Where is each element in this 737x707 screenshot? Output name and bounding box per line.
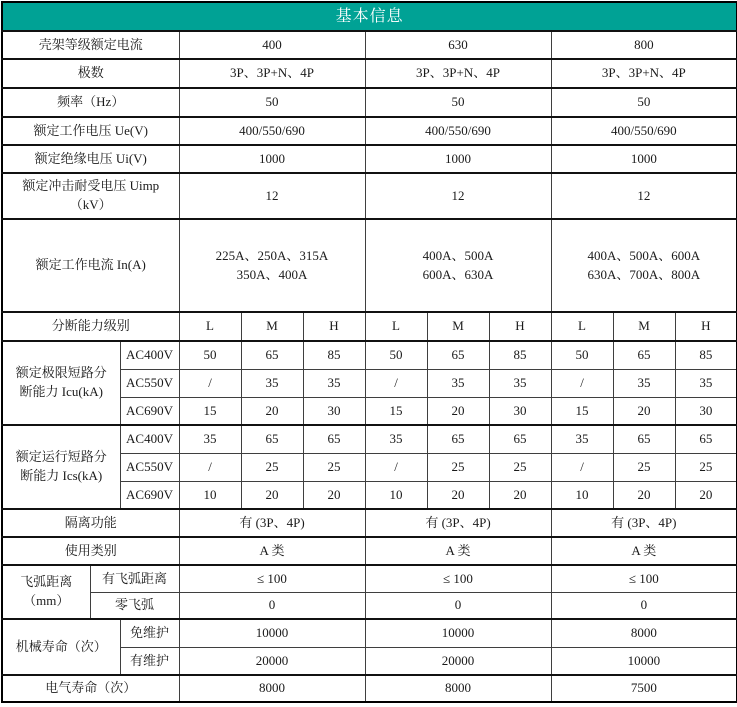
row-sublabel: 有飞弧距离	[90, 565, 179, 592]
cell-value: 35	[365, 425, 427, 453]
row-mechanical-life-free	[2, 619, 737, 647]
cell-value: 85	[303, 341, 365, 369]
cell-value: 8000	[365, 675, 551, 702]
cell-value: 20	[427, 481, 489, 509]
cell-value: L	[365, 312, 427, 341]
row-label-arc-distance	[2, 565, 90, 619]
row-label-mechanical-life: 机械寿命（次）	[2, 619, 120, 675]
cell-value: 7500	[551, 675, 737, 702]
cell-value: /	[179, 453, 241, 481]
cell-value: 20	[427, 397, 489, 425]
cell-value	[179, 219, 365, 312]
row-arc-distance-with	[2, 565, 737, 592]
row-label: 使用类别	[2, 537, 179, 565]
cell-value: ≤ 100	[365, 565, 551, 592]
row-label: 极数	[2, 59, 179, 88]
row-sublabel: 有维护	[120, 647, 179, 675]
cell-value	[551, 219, 737, 312]
row-electrical-life	[2, 675, 737, 702]
cell-value: 8000	[551, 619, 737, 647]
row-label: 电气寿命（次）	[2, 675, 179, 702]
row-insulation-voltage-ui	[2, 145, 737, 173]
cell-value: A 类	[179, 537, 365, 565]
row-sublabel: AC400V	[120, 341, 179, 369]
cell-value: 8000	[179, 675, 365, 702]
cell-value: 50	[179, 341, 241, 369]
cell-value: 10	[551, 481, 613, 509]
cell-value: 15	[179, 397, 241, 425]
cell-value: 1000	[551, 145, 737, 173]
row-sublabel: 零飞弧	[90, 592, 179, 619]
cell-value: 1000	[365, 145, 551, 173]
cell-value: 20	[613, 481, 675, 509]
row-ics-ac400v	[2, 425, 737, 453]
cell-value: 10000	[365, 619, 551, 647]
cell-value-line2: 600A、630A	[422, 266, 494, 282]
row-label-line2: 断能力 Ics(kA)	[20, 468, 103, 484]
cell-value: 0	[551, 592, 737, 619]
row-label-line1: 额定冲击耐受电压 Uimp	[22, 178, 160, 194]
cell-value-line1: 400A、500A、600A	[587, 247, 701, 263]
row-isolation	[2, 509, 737, 537]
row-frame-current	[2, 31, 737, 59]
cell-value: 50	[551, 341, 613, 369]
row-label: 隔离功能	[2, 509, 179, 537]
cell-value: 20	[303, 481, 365, 509]
cell-value: M	[613, 312, 675, 341]
row-sublabel: AC550V	[120, 453, 179, 481]
cell-value-line2: 630A、700A、800A	[587, 266, 701, 282]
cell-value: 20	[675, 481, 737, 509]
cell-value: 85	[675, 341, 737, 369]
row-sublabel: 免维护	[120, 619, 179, 647]
cell-value: 65	[489, 425, 551, 453]
cell-value: 35	[241, 369, 303, 397]
cell-value: 有 (3P、4P)	[179, 509, 365, 537]
cell-value: L	[551, 312, 613, 341]
cell-value: 35	[675, 369, 737, 397]
cell-value: 35	[303, 369, 365, 397]
cell-value: 30	[489, 397, 551, 425]
row-label-line2: （kV）	[69, 197, 112, 213]
cell-value: 65	[241, 425, 303, 453]
cell-value: 25	[427, 453, 489, 481]
cell-value: 630	[365, 31, 551, 59]
row-sublabel: AC690V	[120, 481, 179, 509]
cell-value: 35	[613, 369, 675, 397]
cell-value-line2: 350A、400A	[236, 266, 308, 282]
cell-value: 65	[613, 341, 675, 369]
row-arc-distance-zero	[2, 592, 737, 619]
row-label-icu	[2, 341, 120, 425]
cell-value: 400/550/690	[365, 117, 551, 145]
cell-value: 65	[303, 425, 365, 453]
cell-value: 25	[675, 453, 737, 481]
cell-value: L	[179, 312, 241, 341]
cell-value: 12	[365, 173, 551, 219]
cell-value: /	[365, 369, 427, 397]
table-title-row	[2, 2, 737, 31]
basic-info-table	[1, 1, 737, 703]
cell-value: 0	[179, 592, 365, 619]
cell-value: /	[365, 453, 427, 481]
row-breaking-class	[2, 312, 737, 341]
cell-value: 65	[427, 341, 489, 369]
cell-value: ≤ 100	[551, 565, 737, 592]
cell-value: 1000	[179, 145, 365, 173]
cell-value: 15	[365, 397, 427, 425]
row-label: 额定工作电压 Ue(V)	[2, 117, 179, 145]
cell-value: 3P、3P+N、4P	[551, 59, 737, 88]
row-usage-category	[2, 537, 737, 565]
cell-value: 35	[427, 369, 489, 397]
row-label-line1: 额定极限短路分	[15, 365, 107, 381]
cell-value-line1: 400A、500A	[422, 247, 494, 263]
cell-value: 10	[365, 481, 427, 509]
row-label-line2: 断能力 Icu(kA)	[19, 384, 103, 400]
cell-value: 20	[489, 481, 551, 509]
row-poles	[2, 59, 737, 88]
row-sublabel: AC550V	[120, 369, 179, 397]
cell-value: /	[179, 369, 241, 397]
cell-value: 400/550/690	[551, 117, 737, 145]
row-label-ics	[2, 425, 120, 509]
cell-value: 20000	[365, 647, 551, 675]
row-label-line1: 飞弧距离	[20, 574, 73, 590]
cell-value: M	[427, 312, 489, 341]
cell-value: A 类	[551, 537, 737, 565]
cell-value: 10000	[179, 619, 365, 647]
cell-value: 65	[675, 425, 737, 453]
cell-value: H	[675, 312, 737, 341]
cell-value: 65	[427, 425, 489, 453]
cell-value: 50	[179, 88, 365, 117]
cell-value-line1: 225A、250A、315A	[215, 247, 329, 263]
cell-value: 20	[241, 397, 303, 425]
row-label: 额定工作电流 In(A)	[2, 219, 179, 312]
row-label: 壳架等级额定电流	[2, 31, 179, 59]
cell-value: 50	[365, 88, 551, 117]
cell-value: M	[241, 312, 303, 341]
cell-value: A 类	[365, 537, 551, 565]
cell-value: 25	[613, 453, 675, 481]
row-rated-voltage-ue	[2, 117, 737, 145]
cell-value: H	[303, 312, 365, 341]
cell-value: 0	[365, 592, 551, 619]
cell-value: 3P、3P+N、4P	[179, 59, 365, 88]
cell-value: 65	[613, 425, 675, 453]
cell-value: 25	[241, 453, 303, 481]
row-frequency	[2, 88, 737, 117]
cell-value: 30	[675, 397, 737, 425]
cell-value: 12	[179, 173, 365, 219]
row-sublabel: AC400V	[120, 425, 179, 453]
table-title: 基本信息	[2, 2, 737, 31]
cell-value: 有 (3P、4P)	[365, 509, 551, 537]
cell-value: 800	[551, 31, 737, 59]
row-label-line2: （mm）	[23, 593, 70, 609]
cell-value: 50	[551, 88, 737, 117]
cell-value: 3P、3P+N、4P	[365, 59, 551, 88]
cell-value: 25	[489, 453, 551, 481]
row-label: 频率（Hz）	[2, 88, 179, 117]
cell-value: 30	[303, 397, 365, 425]
cell-value: 400	[179, 31, 365, 59]
row-label-line1: 额定运行短路分	[15, 449, 107, 465]
cell-value: /	[551, 453, 613, 481]
row-label: 分断能力级别	[2, 312, 179, 341]
cell-value: 15	[551, 397, 613, 425]
cell-value: 85	[489, 341, 551, 369]
cell-value: 65	[241, 341, 303, 369]
cell-value: 400/550/690	[179, 117, 365, 145]
row-sublabel: AC690V	[120, 397, 179, 425]
cell-value: 20	[241, 481, 303, 509]
cell-value: 10	[179, 481, 241, 509]
cell-value: 35	[489, 369, 551, 397]
cell-value: 25	[303, 453, 365, 481]
row-label	[2, 173, 179, 219]
cell-value: 35	[179, 425, 241, 453]
cell-value: 10000	[551, 647, 737, 675]
cell-value: 有 (3P、4P)	[551, 509, 737, 537]
cell-value: 50	[365, 341, 427, 369]
row-rated-current-in	[2, 219, 737, 312]
row-impulse-voltage-uimp	[2, 173, 737, 219]
cell-value: 20000	[179, 647, 365, 675]
cell-value: H	[489, 312, 551, 341]
cell-value	[365, 219, 551, 312]
cell-value: /	[551, 369, 613, 397]
cell-value: 35	[551, 425, 613, 453]
row-label: 额定绝缘电压 Ui(V)	[2, 145, 179, 173]
row-icu-ac400v	[2, 341, 737, 369]
cell-value: 12	[551, 173, 737, 219]
cell-value: ≤ 100	[179, 565, 365, 592]
cell-value: 20	[613, 397, 675, 425]
